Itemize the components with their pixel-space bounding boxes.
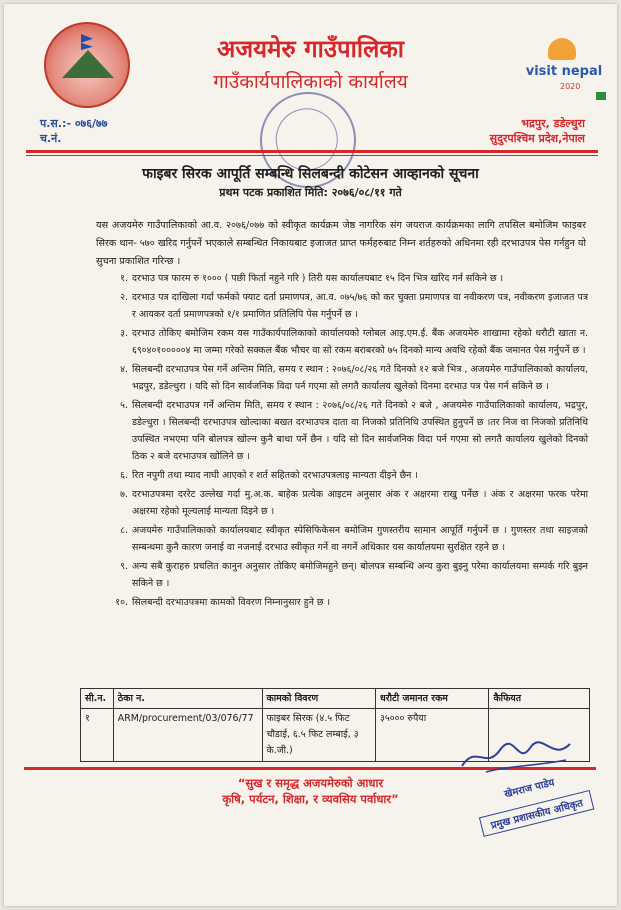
list-item: ६. रित नपुगी तथा म्याद नाघी आएको र शर्त सहितको दरभाउपत्रलाइ मान्यता दीइने छैन । xyxy=(120,470,418,481)
col-header-description: कामको विवरण xyxy=(262,689,375,709)
list-item: १. दरभाउ पत्र फारम रु १००० ( पछी फिर्ता नहुने गरि ) तिरी यस कार्यालयबाट १५ दिन भित्र खरिद गर्न सकिने छ । xyxy=(120,273,504,284)
intro-paragraph: यस अजयमेरु गाउँपालिकाको आ.व. २०७६/०७७ को स्वीकृत कार्यक्रम जेष्ठ नागरिक संग जयराज कार्यक्रमका लागि तपसिल बमोजिम फाइबर सिरक थान- ५७० खरिद गर्नुपर्ने भएकाले सम्बन्धित निकायबाट इजाजत प्राप्त फर्महरुबाट निम्न शर्तहरुको अधिनमा रही दरभाउपत्र पेस गर्नहुन यो सुचना प्रकाशित गरिन्छ । xyxy=(96,220,586,267)
header-divider xyxy=(26,150,598,153)
cell-contract: ARM/procurement/03/076/77 xyxy=(113,709,262,762)
address-line-1: भद्रपुर, डडेल्धुरा xyxy=(521,117,585,130)
visit-logo-text: visit nepal xyxy=(525,64,603,79)
office-subtitle: गाउँकार्यपालिकाको कार्यालय xyxy=(213,71,408,93)
col-header-contract: ठेका न. xyxy=(113,689,262,709)
reference-number: प.स.:- ०७६/७७ xyxy=(40,117,108,130)
list-item: २. दरभाउ पत्र दाखिला गर्दा फर्मको फ्याट दर्ता प्रमाणपत्र, आ.व. ०७५/७६ को कर चुक्ता प्रमाणपत्र वा नवीकरण पत्र, नवीकरण इजाजत पत्र र आयकर दर्ता प्रमाणपत्रको १/१ प्रमाणित प्रतिलिपि पेस गर्नुपर्ने छ । xyxy=(120,292,588,320)
table-header-row xyxy=(81,689,590,709)
dispatch-number: च.नं. xyxy=(40,132,62,145)
list-item: १०. सिलबन्दी दरभाउपत्रमा कामको विवरण निम्नानुसार हुने छ । xyxy=(115,597,331,608)
list-item: ९. अन्य सबै कुराहरु प्रचलित कानुन अनुसार तोकिए बमोजिमहुने छन्। बोलपत्र सम्बन्धि अन्य कुरा बुझ्नु परेमा कार्यालयमा सम्पर्क गरि बुझ्न सकिने छ । xyxy=(120,561,588,589)
col-header-sn: सी.न. xyxy=(81,689,114,709)
notice-title: फाइबर सिरक आपूर्ति सम्बन्धि सिलबन्दी कोटेसन आव्हानको सूचना xyxy=(142,166,479,182)
cell-deposit: ३५००० रुपैया xyxy=(376,709,489,762)
visit-logo-year: 2020 xyxy=(560,82,581,91)
address-line-2: सुदुरपश्चिम प्रदेश,नेपाल xyxy=(489,132,585,145)
cell-sn: १ xyxy=(81,709,114,762)
list-item: ८. अजयमेरु गाउँपालिकाको कार्यालयबाट स्वीकृत स्पेसिफिकेसन बमोजिम गुणस्तरीय सामान आपूर्ति गर्नुपर्ने छ । गुणस्तर तथा साइजको सम्बन्धमा कुनै कारण जनाई वा नजनाई दरभाउ स्वीकृत गर्ने वा नगर्ने अधिकार यस कार्यालयमा सुरक्षित रहने छ । xyxy=(120,525,588,553)
footer-slogan-line-1: “सुख र समृद्ध अजयमेरुको आधार xyxy=(237,776,384,790)
cell-description: फाइबर सिरक (४.५ फिट चौडाई, ६.५ फिट लम्बाई, ३ के.जी.) xyxy=(262,709,375,762)
conditions-list xyxy=(110,270,588,613)
signatory-name: खेमराज पाडेय xyxy=(503,777,556,801)
list-item: ७. दरभाउपत्रमा दररेट उल्लेख गर्दा मु.अ.क. बाहेक प्रत्येक आइटम अनुसार अंक र अक्षरमा राखु पर्नेछ । अंक र अक्षरमा फरक परेमा अक्षरमा रहेको मूल्यलाई मान्यता दिइने छ । xyxy=(120,489,588,517)
office-title: अजयमेरु गाउँपालिका xyxy=(217,34,404,63)
list-item: ५. सिलबन्दी दरभाउपत्र गर्ने अन्तिम मिति, समय र स्थान : २०७६/०८/२६ गते दिनको २ बजे , अजयमेरु गाउँपालिकाको कार्यालय, भद्रपुर, डडेल्धुरा । सिलबन्दी दरभाउपत्र खोल्दाका बखत दरभाउपत्र दाता वा निजको प्रतिनिधि उपस्थित हुनुपर्ने छ ।तर निज वा निजको प्रतिनिधि उपस्थित नभएमा पनि बोलपत्र खोल्न कुनै बाधा पर्ने छैन । यदि सो दिन सार्वजनिक विदा पर्न गएमा सो लगतै कार्यालय खुलेको दिनको ठिक २ बजे दरभाउपत्र खोलिने छ । xyxy=(120,400,588,462)
list-item: ३. दरभाउ तोकिए बमोजिम रकम यस गाउँकार्यपालिकाको कार्यालयको ग्लोबल आइ.एम.ई. बैंक अजयमेरु शाखामा रहेको धरौटी खाता न. ६९०४०१०००००४ मा जम्मा गरेको सक्कल बैंक भौचर वा सो रकम बराबरको ७५ दिनको मान्य अवधि रहेको बैंक जमानत पेस गर्नुपर्ने छ । xyxy=(120,328,588,356)
col-header-remarks: कैफियत xyxy=(489,689,590,709)
col-header-deposit: धरौटी जमानत रकम xyxy=(376,689,489,709)
publish-date: प्रथम पटक प्रकाशित मिति: २०७६/०८/११ गते xyxy=(219,186,402,199)
header-divider-thin xyxy=(26,155,598,156)
list-item: ४. सिलबन्दी दरभाउपत्र पेस गर्ने अन्तिम मिति, समय र स्थान : २०७६/०८/२६ गते दिनको १२ बजे भित्र , अजयमेरु गाउँपालिकाको कार्यालय, भद्रपुर, डडेल्धुरा । यदि सो दिन सार्वजनिक विदा पर्न गएमा सो लगतै कार्यालय खुलेको दिनमा दरभाउ पत्र पेस गर्न सकिने छ । xyxy=(120,364,588,392)
signatory-role: प्रमुख प्रशासकीय अधिकृत xyxy=(479,790,594,837)
footer-slogan-line-2: कृषि, पर्यटन, शिक्षा, र व्यवसिय पर्वाधार” xyxy=(222,792,399,806)
